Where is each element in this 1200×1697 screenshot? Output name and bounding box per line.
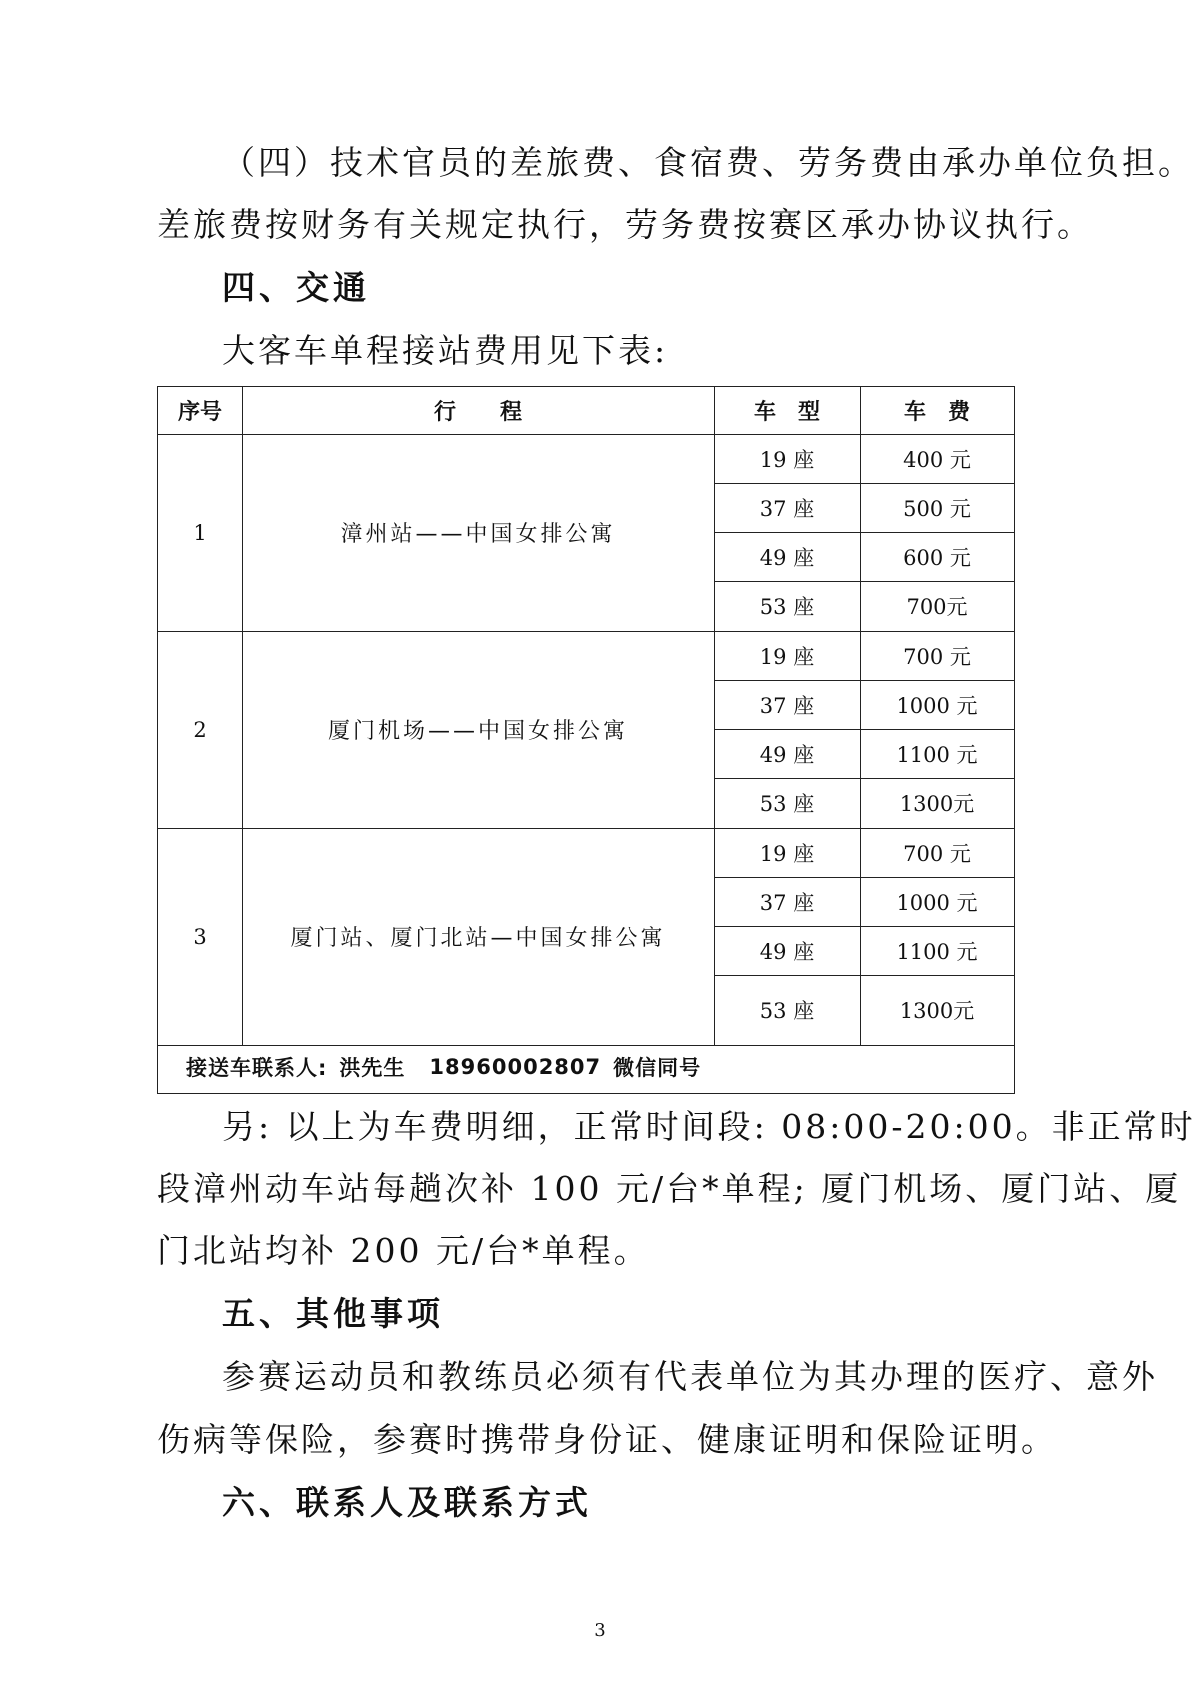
- header-seq: 序号: [177, 400, 222, 425]
- page-number: 3: [594, 1620, 606, 1641]
- header-vehicle-type: 车 型: [753, 400, 820, 425]
- vehicle-type-cell: 49 座: [759, 939, 815, 964]
- vehicle-type-cell: 19 座: [759, 841, 815, 866]
- vehicle-type-cell: 53 座: [759, 595, 815, 619]
- fee-note-line1: 另: 以上为车费明细，正常时间段: 08:00-20:00。非正常时: [222, 1107, 1196, 1146]
- group-route-2: 厦门机场——中国女排公寓: [327, 719, 628, 744]
- paragraph-expenses-line1: （四）技术官员的差旅费、食宿费、劳务费由承办单位负担。: [222, 143, 1194, 182]
- fee-cell: 700 元: [903, 644, 971, 669]
- fee-cell: 400 元: [903, 447, 971, 472]
- fee-cell: 500 元: [903, 496, 971, 521]
- table-intro: 大客车单程接站费用见下表:: [222, 331, 669, 370]
- fee-cell: 1100 元: [896, 939, 978, 964]
- section-heading-other: 五、其他事项: [222, 1294, 444, 1333]
- header-fee: 车 费: [903, 400, 970, 425]
- fee-cell: 1000 元: [896, 693, 978, 718]
- vehicle-type-cell: 37 座: [759, 890, 815, 915]
- paragraph-insurance-line1: 参赛运动员和教练员必须有代表单位为其办理的医疗、意外: [222, 1357, 1158, 1396]
- group-route-3: 厦门站、厦门北站—中国女排公寓: [290, 926, 666, 951]
- fee-cell: 1300元: [899, 792, 975, 816]
- section-heading-contacts: 六、联系人及联系方式: [222, 1483, 592, 1522]
- group-seq-2: 2: [193, 717, 207, 742]
- vehicle-type-cell: 53 座: [759, 792, 815, 816]
- group-route-1: 漳州站——中国女排公寓: [340, 522, 616, 547]
- contact-label: 接送车联系人:: [186, 1056, 328, 1080]
- vehicle-type-cell: 19 座: [759, 644, 815, 669]
- vehicle-type-cell: 19 座: [759, 447, 815, 472]
- vehicle-type-cell: 37 座: [759, 693, 815, 718]
- fee-cell: 1300元: [899, 999, 975, 1023]
- fee-note-line3: 门北站均补 200 元/台*单程。: [157, 1231, 650, 1270]
- fee-cell: 600 元: [903, 545, 971, 570]
- contact-note: 微信同号: [613, 1056, 702, 1080]
- fee-cell: 1100 元: [896, 742, 978, 767]
- vehicle-type-cell: 37 座: [759, 496, 815, 521]
- fee-note-line2: 段漳州动车站每趟次补 100 元/台*单程; 厦门机场、厦门站、厦: [157, 1169, 1182, 1208]
- group-seq-1: 1: [193, 520, 207, 545]
- paragraph-expenses-line2: 差旅费按财务有关规定执行，劳务费按赛区承办协议执行。: [157, 205, 1093, 244]
- fee-cell: 700 元: [903, 841, 971, 866]
- fee-cell: 1000 元: [896, 890, 978, 915]
- contact-phone: 18960002807: [429, 1055, 602, 1079]
- vehicle-type-cell: 53 座: [759, 999, 815, 1023]
- vehicle-type-cell: 49 座: [759, 742, 815, 767]
- section-heading-transport: 四、交通: [222, 268, 370, 307]
- contact-name: 洪先生: [339, 1056, 406, 1080]
- header-route: 行 程: [433, 400, 522, 425]
- group-seq-3: 3: [193, 924, 207, 949]
- shuttle-contact: [186, 1045, 701, 1089]
- shuttle-fee-table: [157, 386, 1015, 1094]
- vehicle-type-cell: 49 座: [759, 545, 815, 570]
- paragraph-insurance-line2: 伤病等保险，参赛时携带身份证、健康证明和保险证明。: [157, 1420, 1057, 1459]
- fee-cell: 700元: [906, 595, 968, 619]
